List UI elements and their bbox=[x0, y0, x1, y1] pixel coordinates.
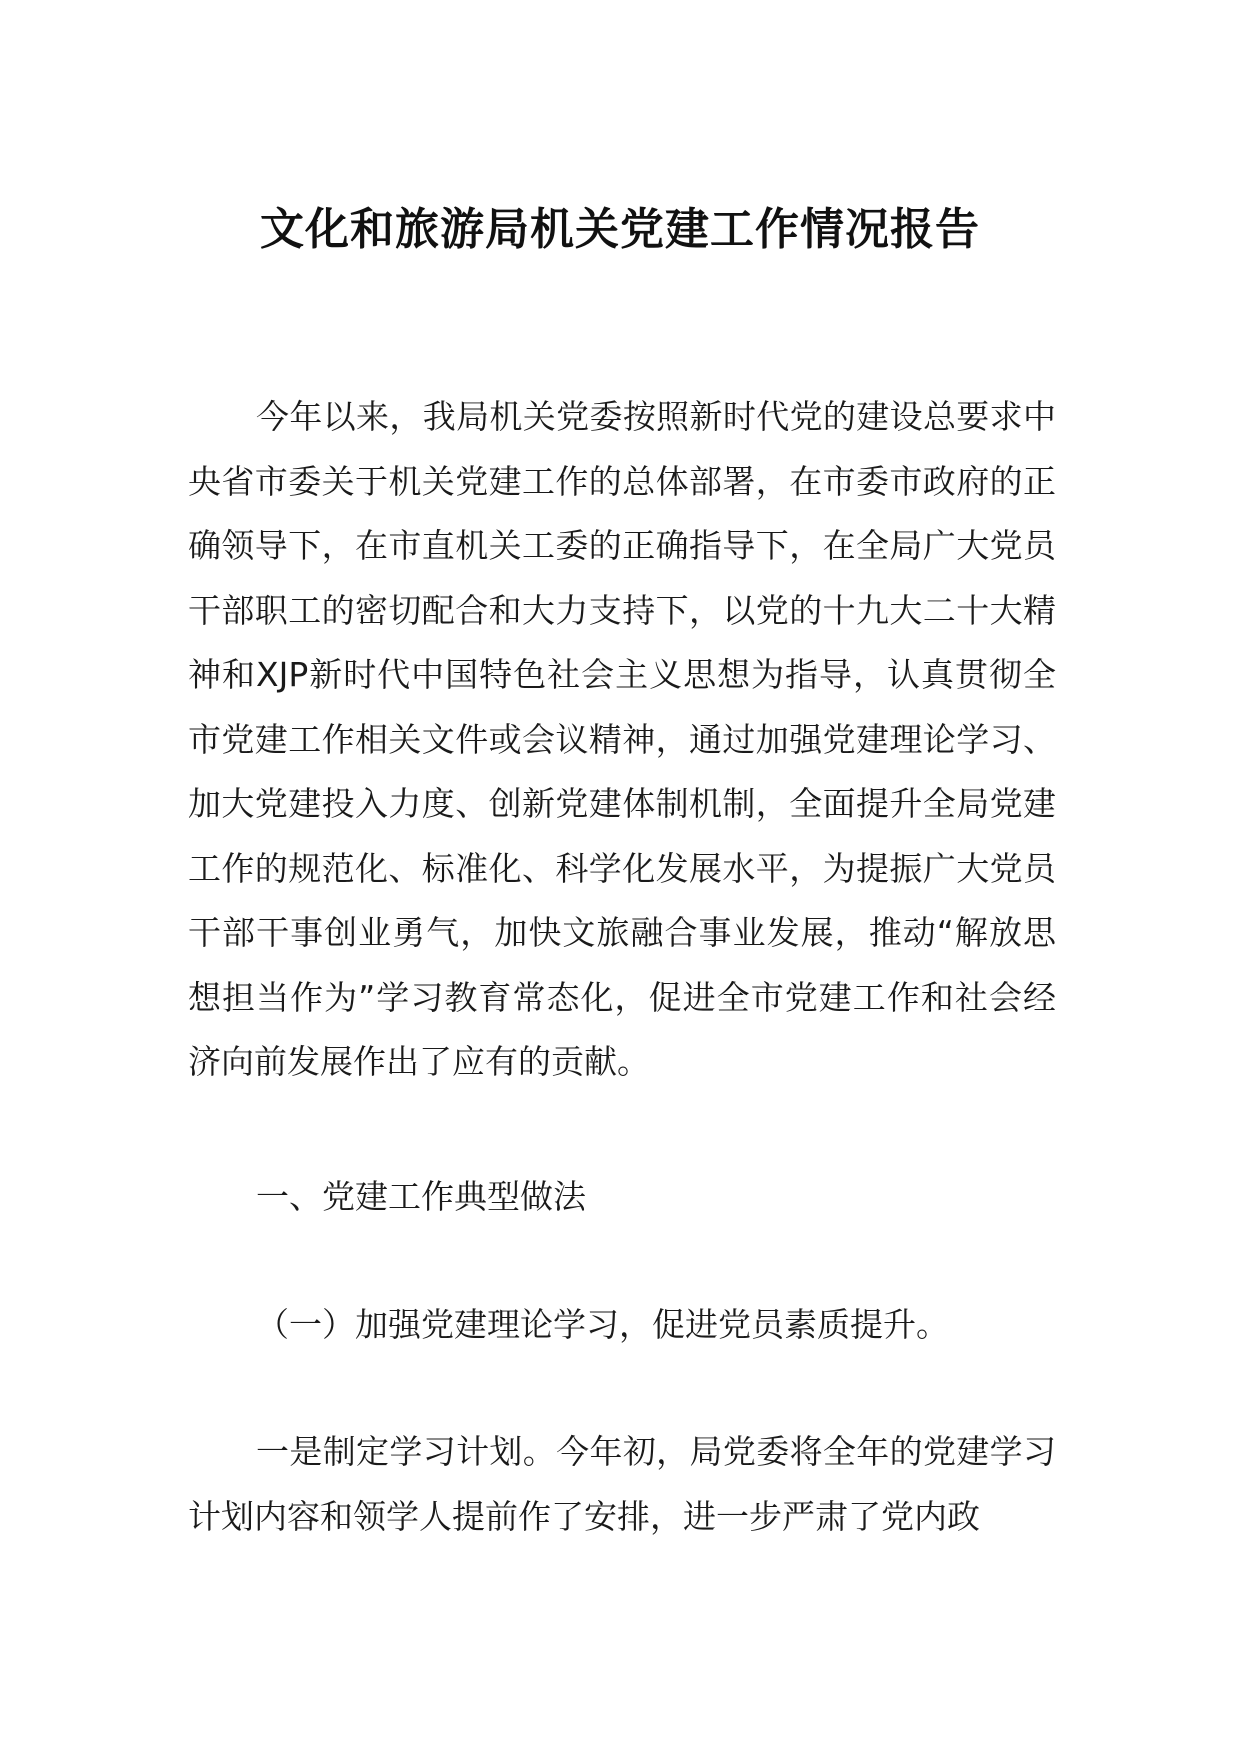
section-heading: 一、党建工作典型做法 bbox=[256, 1177, 586, 1216]
document-title: 文化和旅游局机关党建工作情况报告 bbox=[260, 204, 980, 255]
subsection-heading: （一）加强党建理论学习，促进党员素质提升。 bbox=[256, 1305, 949, 1344]
body-paragraph: 一是制定学习计划。今年初，局党委将全年的党建学习计划内容和领学人提前作了安排，进一步严肃了党内政 bbox=[188, 1432, 1056, 1536]
intro-paragraph: 今年以来，我局机关党委按照新时代党的建设总要求中央省市委关于机关党建工作的总体部署，在市委市政府的正确领导下，在市直机关工委的正确指导下，在全局广大党员干部职工的密切配合和大力支持下，以党的十九大二十大精神和XJP新时代中国特色社会主义思想为指导，认真贯彻全市党建工作相关文件或会议精神，通过加强党建理论学习、加大党建投入力度、创新党建体制机制，全面提升全局党建工作的规范化、标准化、科学化发展水平，为提振广大党员干部干事创业勇气，加快文旅融合事业发展，推动“解放思想担当作为”学习教育常态化，促进全市党建工作和社会经济向前发展作出了应有的贡献。 bbox=[188, 397, 1056, 1081]
